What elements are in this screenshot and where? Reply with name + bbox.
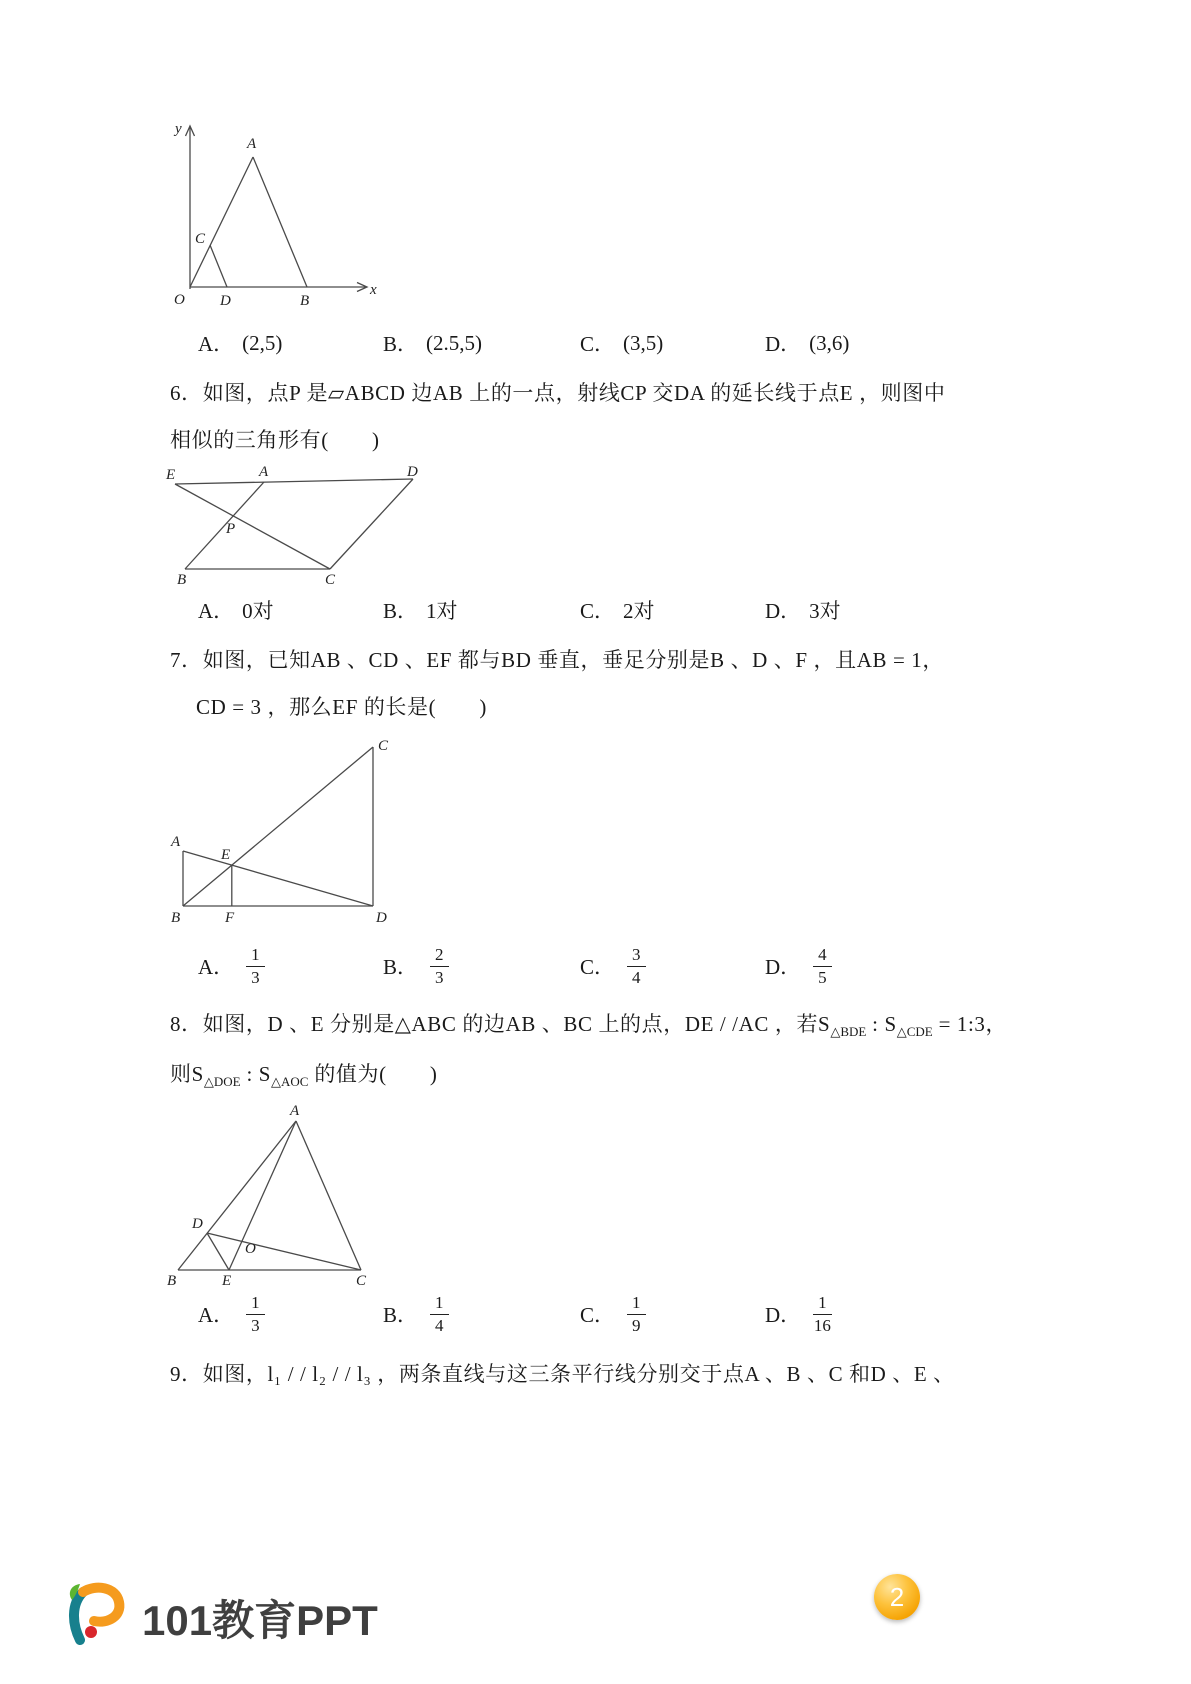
q7-option-c	[580, 942, 646, 990]
q8-text-segment: 的值为( )	[308, 1062, 438, 1086]
option-label: B．	[383, 599, 419, 623]
brand-logo-icon	[58, 1580, 132, 1646]
q6-option-a	[198, 595, 274, 625]
option-label: D．	[765, 332, 802, 356]
segment-DE	[207, 1233, 229, 1270]
question-6-text-line-1: 6．如图，点P 是▱ABCD 边AB 上的一点，射线CP 交DA 的延长线于点E ，则图中	[170, 381, 946, 405]
label-P: P	[226, 521, 236, 537]
fraction-numerator: 1	[430, 1293, 449, 1315]
option-value: 2对	[623, 599, 655, 623]
fraction	[430, 1293, 449, 1335]
q7-figure	[165, 731, 395, 926]
label-F: F	[225, 910, 235, 926]
q6-figure	[165, 466, 425, 586]
question-7-text-line-2: CD = 3 ，那么EF 的长是( )	[196, 695, 488, 719]
fraction	[246, 1293, 265, 1335]
segment-AB	[253, 157, 307, 287]
logo-stroke-teal	[74, 1592, 83, 1640]
fraction	[813, 1293, 832, 1335]
question-6-text-line-2: 相似的三角形有( )	[170, 428, 380, 452]
fraction-numerator: 1	[246, 945, 265, 967]
option-label: A．	[198, 955, 235, 979]
q8-option-c	[580, 1290, 646, 1338]
label-x: x	[370, 282, 377, 298]
label-A: A	[171, 834, 181, 850]
option-value: 3对	[809, 599, 841, 623]
option-label: C．	[580, 955, 616, 979]
q8-subscript: △AOC	[271, 1074, 309, 1089]
label-B: B	[300, 293, 310, 309]
option-label: B．	[383, 1303, 419, 1327]
segment-DC	[330, 479, 413, 569]
fraction	[627, 1293, 646, 1335]
label-B: B	[177, 572, 187, 586]
label-O: O	[245, 1241, 256, 1257]
q5-option-b	[383, 328, 482, 358]
option-label: D．	[765, 599, 802, 623]
brand-name: 101教育PPT	[142, 1597, 378, 1644]
fraction-numerator: 4	[813, 945, 832, 967]
label-E: E	[166, 467, 176, 483]
fraction-numerator: 3	[627, 945, 646, 967]
segment-AD	[183, 851, 373, 906]
q8-subscript: △DOE	[203, 1074, 241, 1089]
option-value: (2,5)	[242, 330, 283, 355]
label-O: O	[174, 292, 185, 308]
fraction-denominator: 4	[435, 1315, 444, 1335]
fraction	[813, 945, 832, 987]
q8-text-segment: : S	[240, 1062, 272, 1086]
label-C: C	[325, 572, 336, 586]
option-label: A．	[198, 332, 235, 356]
segment-AE	[229, 1121, 296, 1270]
option-label: C．	[580, 599, 616, 623]
fraction-numerator: 2	[430, 945, 449, 967]
q8-text-segment: : S	[866, 1012, 897, 1036]
label-D: D	[407, 466, 418, 480]
q7-option-a	[198, 942, 265, 990]
option-value: (3,5)	[623, 330, 664, 355]
fraction-denominator: 3	[251, 1315, 260, 1335]
option-value: (3,6)	[809, 330, 850, 355]
segment-CD	[210, 245, 227, 287]
option-label: D．	[765, 1303, 802, 1327]
q5-figure-lines	[186, 126, 368, 292]
segment-BC	[183, 747, 373, 906]
fraction-numerator: 1	[627, 1293, 646, 1315]
label-B: B	[171, 910, 181, 926]
q8-figure-lines	[178, 1121, 361, 1270]
label-C: C	[195, 231, 206, 247]
label-B: B	[167, 1273, 177, 1288]
fraction-denominator: 3	[435, 967, 444, 987]
option-label: C．	[580, 1303, 616, 1327]
fraction-denominator: 3	[251, 967, 260, 987]
option-value: 1对	[426, 599, 458, 623]
label-C: C	[356, 1273, 367, 1288]
q7-figure-lines	[183, 747, 373, 906]
label-E: E	[222, 1273, 232, 1288]
fraction-denominator: 4	[632, 967, 641, 987]
q5-option-a	[198, 328, 282, 358]
q5-figure	[165, 115, 380, 310]
q5-option-c	[580, 328, 663, 358]
option-label: B．	[383, 955, 419, 979]
q8-option-a	[198, 1290, 265, 1338]
question-9-text-line-1: 9．如图，l₁ / / l₂ / / l₃ ，两条直线与这三条平行线分别交于点A 、B 、C 和D 、E 、	[170, 1362, 955, 1386]
question-8-text-line-2	[170, 1058, 438, 1090]
segment-DC	[207, 1233, 361, 1270]
fraction	[246, 945, 265, 987]
segment-AB	[185, 482, 264, 569]
q8-figure	[165, 1103, 375, 1288]
page-number-badge	[874, 1574, 920, 1620]
label-y: y	[175, 121, 182, 137]
label-A: A	[259, 466, 269, 480]
ray-CE	[175, 484, 330, 569]
q8-subscript: △BDE	[830, 1024, 867, 1039]
q7-option-b	[383, 942, 449, 990]
q7-figure-labels	[170, 738, 389, 926]
fraction-denominator: 5	[818, 967, 827, 987]
q8-option-d	[765, 1290, 832, 1338]
label-D: D	[192, 1216, 203, 1232]
q8-text-segment: 8．如图，D 、E 分别是△ABC 的边AB 、BC 上的点，DE / /AC ，若S	[170, 1012, 831, 1036]
q8-option-b	[383, 1290, 449, 1338]
q8-text-segment: 则S	[170, 1062, 204, 1086]
q5-option-d	[765, 328, 849, 358]
option-label: C．	[580, 332, 616, 356]
label-C: C	[378, 738, 389, 754]
segment-OA	[190, 157, 253, 287]
option-value: (2.5,5)	[426, 330, 483, 355]
label-A: A	[247, 136, 257, 152]
q6-option-c	[580, 595, 655, 625]
q8-subscript: △CDE	[896, 1024, 933, 1039]
label-A: A	[290, 1103, 300, 1119]
fraction-denominator: 9	[632, 1315, 641, 1335]
option-label: A．	[198, 1303, 235, 1327]
q5-figure-labels	[173, 121, 377, 309]
option-value: 0对	[242, 599, 274, 623]
option-label: D．	[765, 955, 802, 979]
fraction-numerator: 1	[246, 1293, 265, 1315]
q6-option-b	[383, 595, 458, 625]
fraction-denominator: 16	[813, 1315, 831, 1335]
q8-figure-labels	[167, 1103, 367, 1288]
line-ED	[175, 479, 413, 484]
label-E: E	[221, 847, 231, 863]
q7-option-d	[765, 942, 832, 990]
q6-option-d	[765, 595, 841, 625]
page-number: 2	[889, 1581, 905, 1612]
question-7-text-line-1: 7．如图，已知AB 、CD 、EF 都与BD 垂直，垂足分别是B 、D 、F ，且AB = 1，	[170, 648, 944, 672]
q6-figure-lines	[175, 479, 413, 569]
option-label: A．	[198, 599, 235, 623]
q8-text-segment: = 1:3，	[932, 1012, 1008, 1036]
question-8-text-line-1	[170, 1008, 1007, 1040]
logo-dot-red	[85, 1626, 97, 1638]
label-D: D	[220, 293, 231, 309]
fraction	[627, 945, 646, 987]
fraction-numerator: 1	[813, 1293, 832, 1315]
segment-CA	[296, 1121, 361, 1270]
segment-AB	[178, 1121, 296, 1270]
option-label: B．	[383, 332, 419, 356]
logo-stroke-orange	[83, 1588, 119, 1622]
label-D: D	[376, 910, 387, 926]
fraction	[430, 945, 449, 987]
